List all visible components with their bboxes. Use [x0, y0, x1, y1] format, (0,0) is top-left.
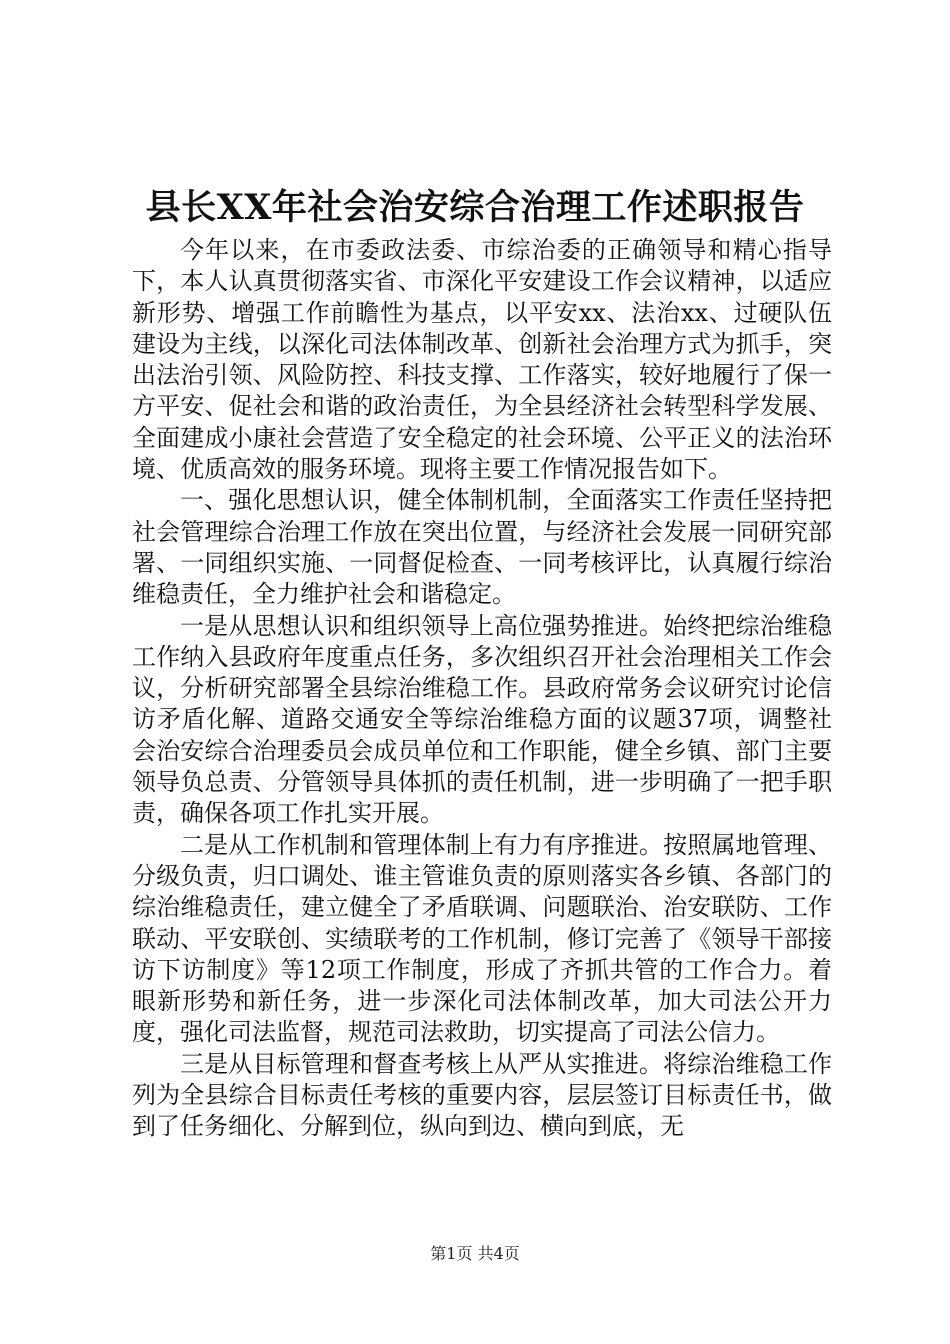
paragraph: 今年以来，在市委政法委、市综治委的正确领导和精心指导下，本人认真贯彻落实省、市深化平安建设工作会议精神，以适应新形势、增强工作前瞻性为基点，以平安xx、法治xx、过硬队伍建设为主线，以深化司法体制改革、创新社会治理方式为抓手，突出法治引领、风险防控、科技支撑、工作落实，较好地履行了保一方平安、促社会和谐的政治责任，为全县经济社会转型科学发展、全面建成小康社会营造了安全稳定的社会环境、公平正义的法治环境、优质高效的服务环境。现将主要工作情况报告如下。: [132, 236, 832, 484]
page-footer: 第1页 共4页: [430, 1244, 520, 1263]
paragraph: 二是从工作机制和管理体制上有力有序推进。按照属地管理、分级负责，归口调处、谁主管谁负责的原则落实各乡镇、各部门的综治维稳责任，建立健全了矛盾联调、问题联治、治安联防、工作联动、平安联创、实绩联考的工作机制，修订完善了《领导干部接访下访制度》等12项工作制度，形成了齐抓共管的工作合力。着眼新形势和新任务，进一步深化司法体制改革，加大司法公开力度，强化司法监督，规范司法救助，切实提高了司法公信力。: [132, 830, 832, 1047]
paragraph: 一是从思想认识和组织领导上高位强势推进。始终把综治维稳工作纳入县政府年度重点任务，多次组织召开社会治理相关工作会议，分析研究部署全县综治维稳工作。县政府常务会议研究讨论信访矛盾化解、道路交通安全等综治维稳方面的议题37项，调整社会治安综合治理委员会成员单位和工作职能，健全乡镇、部门主要领导负总责、分管领导具体抓的责任机制，进一步明确了一把手职责，确保各项工作扎实开展。: [132, 611, 832, 828]
document-title: 县长XX年社会治安综合治理工作述职报告: [145, 187, 805, 228]
document-body: [132, 235, 832, 1143]
paragraph: 三是从目标管理和督查考核上从严从实推进。将综治维稳工作列为全县综合目标责任考核的重要内容，层层签订目标责任书，做到了任务细化、分解到位，纵向到边、横向到底，无: [132, 1049, 832, 1141]
paragraph: 一、强化思想认识，健全体制机制，全面落实工作责任坚持把社会管理综合治理工作放在突出位置，与经济社会发展一同研究部署、一同组织实施、一同督促检查、一同考核评比，认真履行综治维稳责任，全力维护社会和谐稳定。: [132, 486, 832, 609]
